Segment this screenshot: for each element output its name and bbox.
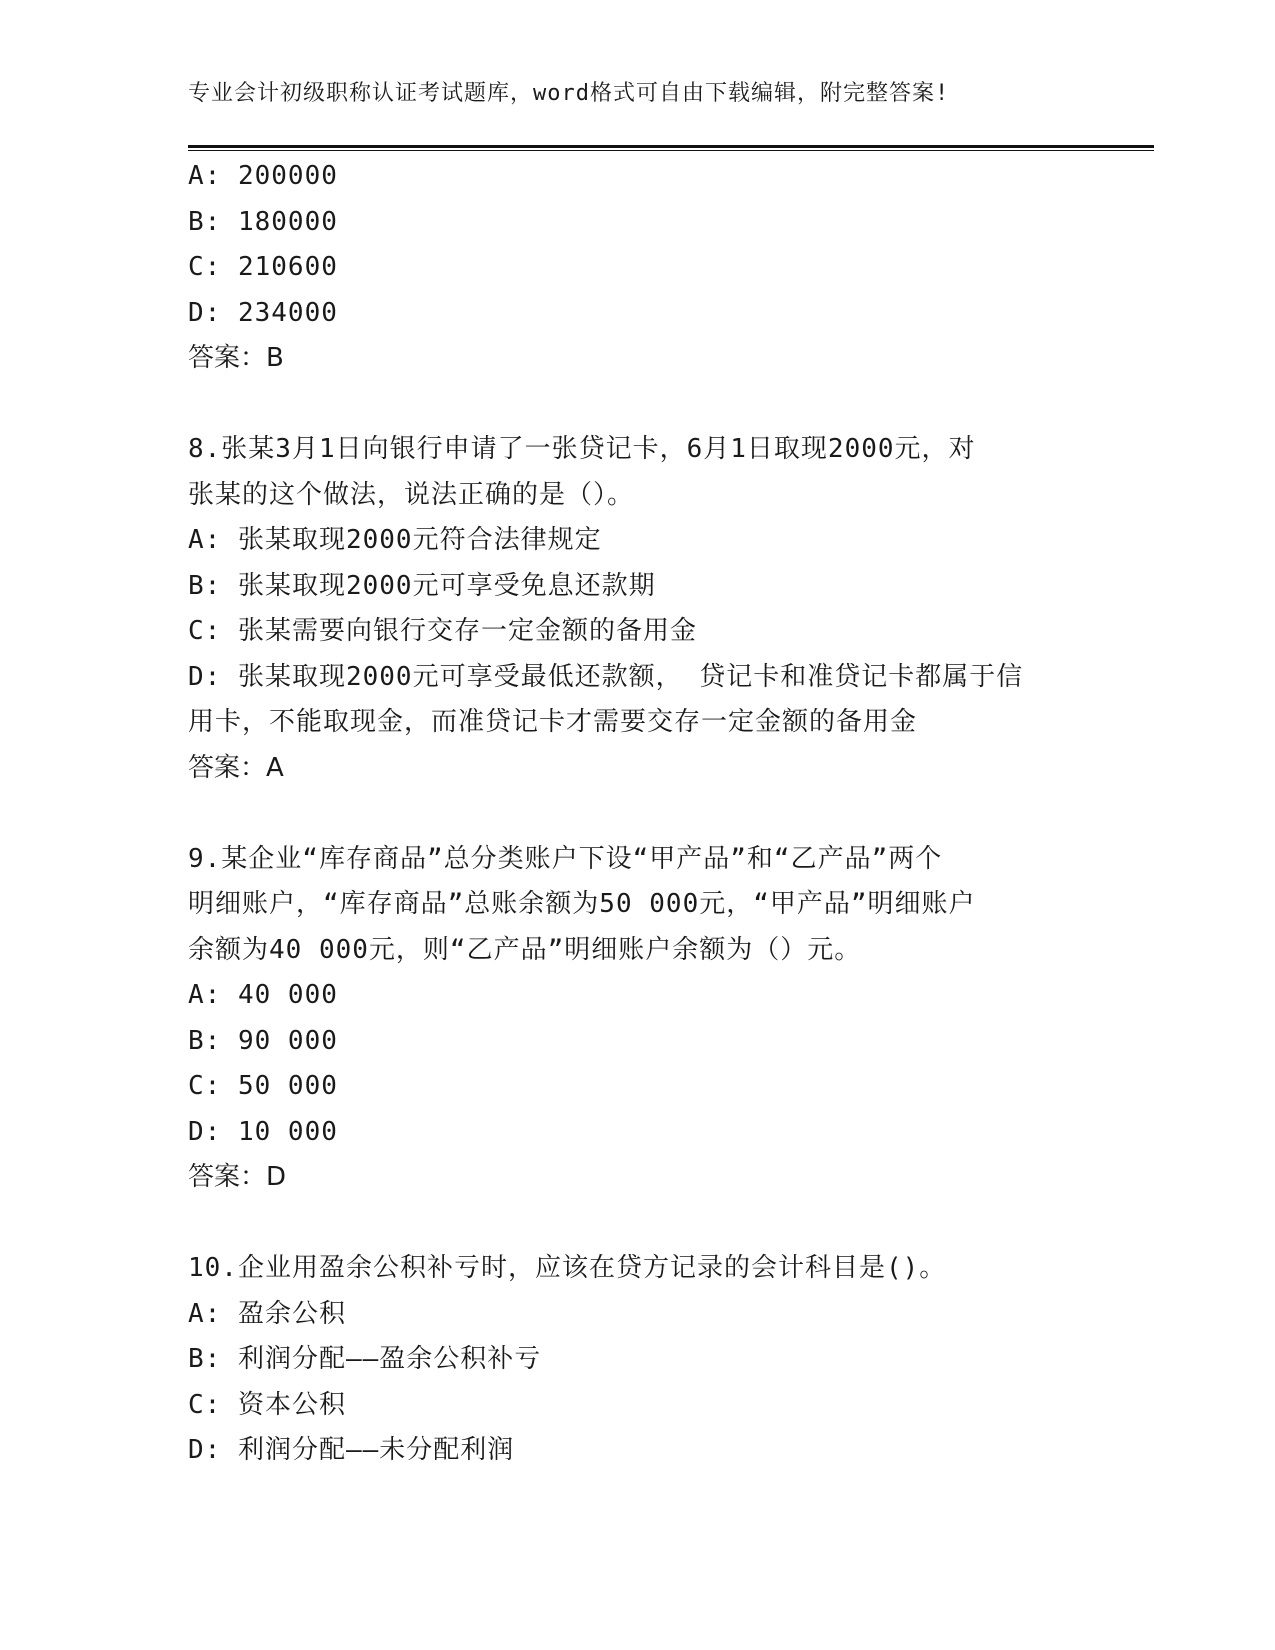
option-d: D: 234000 <box>188 297 338 328</box>
option-b: B: 180000 <box>188 206 338 237</box>
page-header-title: 专业会计初级职称认证考试题库，word格式可自由下载编辑，附完整答案! <box>188 81 950 106</box>
option-c: C: 210600 <box>188 252 338 282</box>
question-7-continuation <box>188 154 1088 382</box>
option-a: A: 盈余公积 <box>188 1298 346 1329</box>
question-content <box>188 154 1088 1474</box>
option-b: B: 张某取现2000元可享受免息还款期 <box>188 570 656 601</box>
question-stem-line: 9.某企业“库存商品”总分类账户下设“甲产品”和“乙产品”两个 <box>188 843 943 874</box>
question-stem-line: 8.张某3月1日向银行申请了一张贷记卡，6月1日取现2000元，对 <box>188 434 976 464</box>
option-a: A: 张某取现2000元符合法律规定 <box>188 525 602 555</box>
spacer <box>188 791 1088 837</box>
question-stem-line: 明细账户，“库存商品”总账余额为50 000元，“甲产品”明细账户 <box>188 889 976 919</box>
option-a: A: 40 000 <box>188 980 338 1010</box>
answer-line: 答案：B <box>188 343 284 373</box>
option-c: C: 50 000 <box>188 1071 338 1101</box>
option-c: C: 资本公积 <box>188 1389 346 1420</box>
option-c: C: 张某需要向银行交存一定金额的备用金 <box>188 616 697 646</box>
option-d: D: 利润分配——未分配利润 <box>188 1435 515 1465</box>
spacer <box>188 1201 1088 1247</box>
spacer <box>188 382 1088 428</box>
option-d: D: 张某取现2000元可享受最低还款额， 贷记卡和准贷记卡都属于信 <box>188 661 1024 692</box>
answer-line: 答案：A <box>188 752 284 783</box>
question-9 <box>188 837 1088 1201</box>
option-b: B: 90 000 <box>188 1025 338 1056</box>
answer-line: 答案：D <box>188 1162 287 1192</box>
question-10 <box>188 1246 1088 1474</box>
header-rule-thin <box>188 150 1154 151</box>
option-b: B: 利润分配——盈余公积补亏 <box>188 1344 542 1374</box>
question-stem-line: 余额为40 000元，则“乙产品”明细账户余额为（）元。 <box>188 934 862 965</box>
question-stem-line: 10.企业用盈余公积补亏时，应该在贷方记录的会计科目是()。 <box>188 1253 947 1283</box>
option-d-continued: 用卡，不能取现金，而准贷记卡才需要交存一定金额的备用金 <box>188 707 918 737</box>
question-stem-line: 张某的这个做法，说法正确的是（）。 <box>188 479 635 510</box>
header-rule-thick <box>188 145 1154 148</box>
option-a: A: 200000 <box>188 161 338 191</box>
option-d: D: 10 000 <box>188 1116 338 1147</box>
question-8 <box>188 427 1088 791</box>
